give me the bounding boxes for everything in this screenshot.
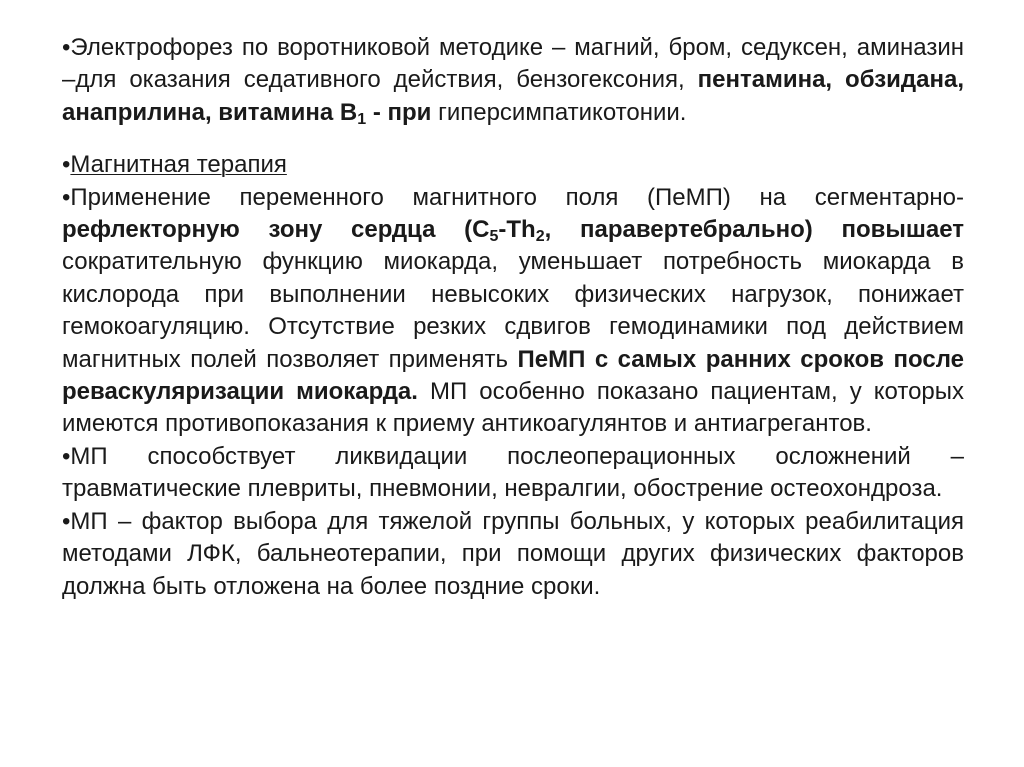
paragraph-choice-factor bbox=[62, 506, 964, 603]
paragraph-magnetic-therapy-heading bbox=[62, 149, 964, 181]
section-heading: Магнитная терапия bbox=[70, 151, 287, 179]
subscript: 5 bbox=[489, 228, 499, 246]
bullet: • bbox=[62, 507, 71, 535]
bold-text: пентамина, обзидана, анаприлина, витамина В bbox=[62, 66, 964, 126]
bullet: • bbox=[62, 151, 71, 179]
paragraph-text: МП особенно показано пациентам, у которых имеются противопоказания к приему антикоагулянтов и антиагрегантов. bbox=[62, 378, 965, 438]
bullet: • bbox=[62, 183, 71, 211]
bold-text: - при bbox=[366, 98, 432, 126]
bullet: • bbox=[62, 442, 71, 470]
paragraph-complications bbox=[62, 441, 964, 506]
paragraph-electrophoresis bbox=[62, 32, 964, 129]
paragraph-text: МП – фактор выбора для тяжелой группы больных, у которых реабилитация методами ЛФК, бальнеотерапии, при помощи других физических факторов должна быть отложена на более поздние сроки. bbox=[62, 507, 964, 600]
bullet: • bbox=[62, 34, 71, 61]
paragraph-text: Электрофорез по воротниковой методике – магний, бром, седуксен, аминазин –для оказания седативного действия, бензогексония, bbox=[62, 34, 964, 94]
bold-text: ПеМП с самых ранних сроков после реваскуляризации миокарда. bbox=[62, 345, 964, 406]
paragraph-text: сократительную функцию миокарда, уменьшает потребность миокарда в кислорода при выполнении невысоких физических нагрузок, понижает гемокоагуляцию. Отсутствие резких сдвигов гемодинамики под действием магнитных полей позволяет применять bbox=[62, 248, 964, 373]
subscript: 1 bbox=[357, 110, 367, 128]
paragraph-text: гиперсимпатикотонии. bbox=[431, 98, 687, 126]
slide-content bbox=[62, 32, 964, 603]
paragraph-gap bbox=[62, 129, 964, 149]
bold-text: -Th bbox=[498, 216, 536, 244]
bold-text: , паравертебрально) повышает bbox=[544, 216, 964, 244]
paragraph-pemp-application bbox=[62, 182, 964, 441]
subscript: 2 bbox=[535, 228, 545, 246]
paragraph-text: МП способствует ликвидации послеоперационных осложнений – травматические плевриты, пневмонии, невралгии, обострение остеохондроза. bbox=[62, 442, 964, 503]
paragraph-text: Применение переменного магнитного поля (ПеМП) на сегментарно- bbox=[70, 183, 964, 211]
bold-text: рефлекторную зону сердца (С bbox=[62, 216, 490, 244]
